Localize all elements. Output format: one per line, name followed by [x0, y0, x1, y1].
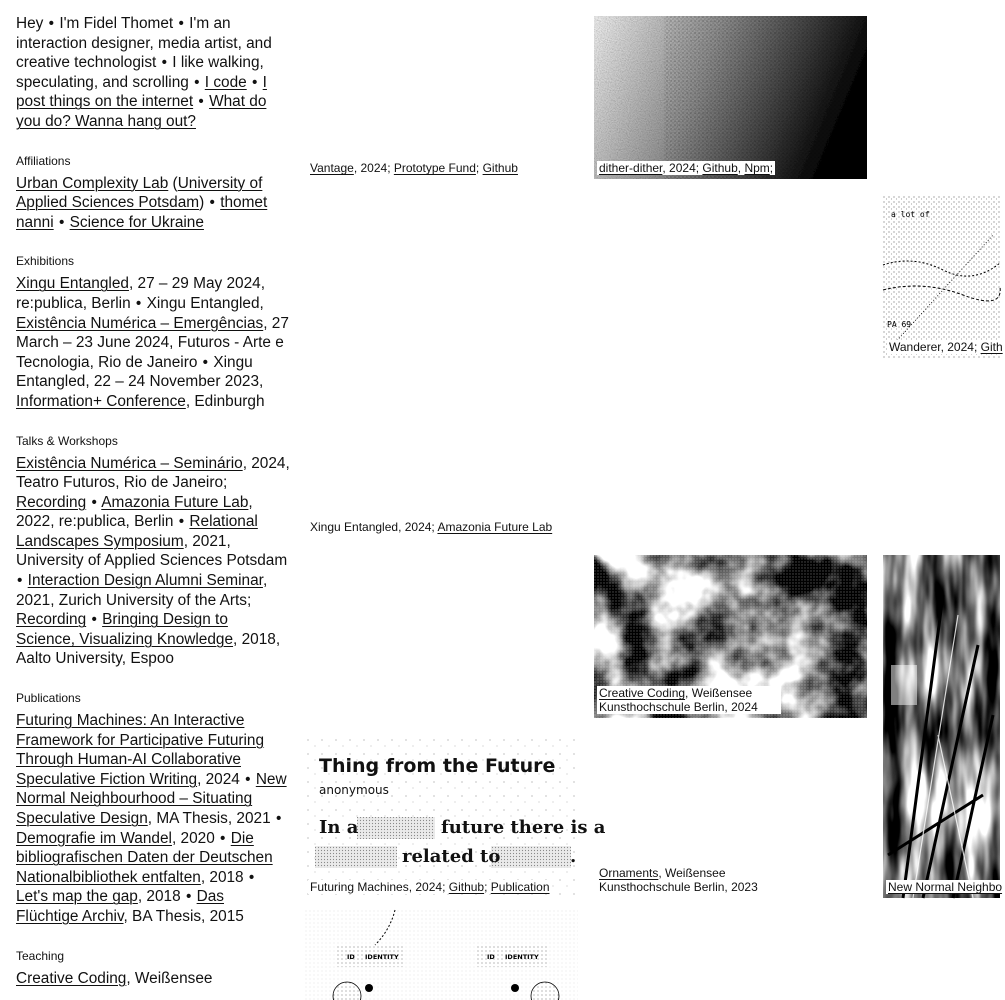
talk-link[interactable]: Bringing Design to Science, Visualizing Knowledge: [16, 611, 234, 648]
exhibition-details: , Edinburgh: [185, 392, 265, 410]
bullet-separator: •: [17, 572, 23, 590]
teaching-link[interactable]: Creative Coding: [16, 969, 127, 987]
publication-link[interactable]: Futuring Machines: An Interactive Framework for Participative Futuring Through Human-AI Collaborative Speculative Fiction Writing: [16, 712, 265, 788]
i-code-link[interactable]: I code: [204, 73, 247, 91]
exhibition-link[interactable]: Xingu Entangled: [16, 275, 129, 293]
paren-close: ): [199, 194, 205, 212]
dither-dither-caption: [597, 161, 775, 175]
caption-sep: ;: [475, 161, 483, 175]
talk-link[interactable]: Interaction Design Alumni Seminar: [27, 572, 263, 590]
amazonia-future-lab-link[interactable]: Amazonia Future Lab: [437, 520, 553, 534]
exhibition-link[interactable]: Existência Numérica – Emergências: [16, 314, 264, 332]
bullet-separator: •: [209, 194, 215, 212]
thing-title: Thing from the Future: [319, 755, 556, 777]
dither-github-link[interactable]: Github: [702, 161, 738, 175]
bullet-separator: •: [58, 213, 65, 231]
bullet-separator: •: [48, 15, 55, 32]
exhibition-prefix: Xingu Entangled,: [146, 294, 264, 312]
creative-coding-link[interactable]: Creative Coding: [599, 686, 686, 700]
exhibition-details: , 27 March – 23 June 2024, Futuros - Arte e Tecnologia, Rio de Janeiro: [16, 314, 289, 371]
new-normal-caption: [886, 880, 1004, 894]
caption-text: Wanderer, 2024;: [889, 340, 981, 354]
urban-complexity-lab-link[interactable]: Urban Complexity Lab: [16, 174, 169, 192]
publication-details: , BA Thesis, 2015: [123, 907, 244, 925]
publication-link[interactable]: Die bibliografischen Daten der Deutschen Nationalbibliothek entfalten: [16, 829, 273, 886]
caption-sep: ;: [484, 880, 491, 894]
affiliations-text: [16, 174, 290, 233]
recording-link[interactable]: Recording: [16, 493, 87, 511]
publications-section: [16, 691, 290, 927]
intro-role: I'm an interaction designer, media artist, and creative technologist: [16, 15, 272, 72]
caption-text: Futuring Machines, 2024;: [310, 880, 449, 894]
ornaments-caption: [599, 866, 758, 894]
bullet-separator: •: [194, 73, 200, 91]
talks-text: [16, 454, 290, 670]
diagram-marker: ID: [487, 953, 495, 961]
recording-link[interactable]: Recording: [16, 611, 87, 629]
exhibition-prefix: Xingu Entangled, 22 – 24 November 2023,: [16, 353, 264, 391]
teaching-text: [16, 969, 290, 989]
thing-from-the-future-image[interactable]: [305, 735, 606, 898]
talk-details: , 2024, Teatro Futuros, Rio de Janeiro;: [16, 454, 290, 492]
bullet-separator: •: [178, 513, 185, 531]
university-link[interactable]: University of Applied Sciences Potsdam: [16, 174, 263, 212]
thing-line-middle: related to: [402, 846, 501, 867]
talk-link[interactable]: Amazonia Future Lab: [101, 493, 249, 511]
vantage-github-link[interactable]: Github: [482, 161, 518, 175]
bullet-separator: •: [91, 611, 97, 629]
wanderer-caption: [887, 340, 1005, 354]
caption-tail: ;: [769, 161, 774, 175]
intro-likes: I like walking, speculating, and scrolling: [16, 54, 264, 91]
sidebar: [16, 14, 290, 988]
bullet-separator: •: [252, 73, 258, 91]
wanderer-label: a lot of: [891, 210, 930, 219]
new-normal-neighbourhood-link[interactable]: New Normal Neighbo: [888, 880, 1003, 894]
thing-line-end: future there is a: [441, 817, 606, 838]
affiliations-section: [16, 154, 290, 233]
bullet-separator: •: [245, 770, 251, 788]
creative-coding-caption: [597, 686, 781, 714]
publication-details: , 2020: [171, 829, 215, 847]
post-things-link[interactable]: I post things on the internet: [16, 73, 267, 111]
vantage-link[interactable]: Vantage: [310, 161, 354, 175]
talk-details: , 2021, Zurich University of the Arts;: [16, 572, 268, 609]
identity-diagram-image[interactable]: [305, 910, 578, 1000]
talk-link[interactable]: Existência Numérica – Seminário: [16, 454, 243, 472]
affiliations-heading: Affiliations: [16, 153, 71, 168]
bullet-separator: •: [178, 15, 184, 32]
exhibitions-heading: Exhibitions: [16, 254, 75, 269]
new-normal-neighbourhood-image[interactable]: [883, 555, 1003, 898]
publication-details: , 2024: [197, 770, 240, 788]
exhibitions-section: [16, 254, 290, 411]
futuring-publication-link[interactable]: Publication: [490, 880, 550, 894]
teaching-details: , Weißensee: [126, 969, 213, 987]
paren-open: (: [168, 174, 178, 192]
science-for-ukraine-link[interactable]: Science for Ukraine: [69, 213, 204, 231]
dither-dither-link[interactable]: dither-dither: [599, 161, 663, 175]
bullet-separator: •: [202, 353, 209, 371]
dither-gradient-image[interactable]: [594, 16, 867, 179]
futuring-github-link[interactable]: Github: [448, 880, 485, 894]
publications-text: [16, 711, 290, 927]
wanderer-github-link[interactable]: Gith: [980, 340, 1003, 354]
talk-details: , 2021, University of Applied Sciences Potsdam: [16, 532, 288, 570]
intro-text: [16, 14, 290, 132]
publication-link[interactable]: Das Flüchtige Archiv: [16, 888, 224, 925]
caption-text: Kunsthochschule Berlin, 2023: [599, 880, 758, 894]
caption-text: , 2024;: [662, 161, 703, 175]
exhibition-details: , 27 – 29 May 2024, re:publica, Berlin: [16, 275, 266, 312]
teaching-heading: Teaching: [16, 948, 65, 963]
caption-text: Xingu Entangled, 2024;: [310, 520, 438, 534]
xingu-caption: [310, 520, 552, 534]
bullet-separator: •: [91, 493, 97, 511]
prototype-fund-link[interactable]: Prototype Fund: [393, 161, 476, 175]
thomet-nanni-link[interactable]: thomet nanni: [16, 194, 268, 231]
thing-line-period: .: [570, 846, 577, 867]
intro-name: I'm Fidel Thomet: [59, 15, 174, 32]
vantage-caption: [310, 161, 518, 175]
caption-text: , Weißensee: [685, 686, 753, 700]
wanderer-map-image[interactable]: [883, 195, 1000, 358]
teaching-section: [16, 949, 290, 989]
publication-link[interactable]: Demografie im Wandel: [16, 829, 172, 847]
hang-out-link[interactable]: What do you do? Wanna hang out?: [16, 93, 267, 130]
caption-text: Kunsthochschule Berlin, 2024: [599, 700, 758, 714]
caption-text: , Weißensee: [658, 866, 726, 880]
diagram-label: IDENTITY: [505, 953, 539, 961]
ornaments-link[interactable]: Ornaments: [599, 866, 659, 880]
bullet-separator: •: [275, 810, 282, 827]
talk-details: , 2022, re:publica, Berlin: [16, 493, 253, 531]
talk-link[interactable]: Relational Landscapes Symposium: [16, 513, 258, 550]
talk-details: , 2018, Aalto University, Espoo: [16, 630, 281, 668]
publication-details: , 2018: [200, 868, 244, 886]
talks-section: [16, 434, 290, 670]
diagram-label: IDENTITY: [365, 953, 399, 961]
talks-heading: Talks & Workshops: [16, 433, 118, 448]
dither-npm-link[interactable]: Npm: [744, 161, 770, 175]
publication-details: , MA Thesis, 2021: [147, 810, 271, 827]
futuring-machines-caption: [308, 880, 552, 894]
caption-sep: ,: [737, 161, 745, 175]
exhibition-link[interactable]: Information+ Conference: [16, 392, 186, 410]
bullet-separator: •: [135, 294, 142, 312]
publication-details: , 2018: [137, 888, 181, 906]
bullet-separator: •: [161, 54, 167, 72]
bullet-separator: •: [220, 829, 226, 847]
wanderer-label: PA 69: [887, 320, 912, 329]
intro-greeting: Hey: [16, 15, 44, 32]
bullet-separator: •: [185, 888, 192, 906]
caption-text: , 2024;: [353, 161, 394, 175]
bullet-separator: •: [248, 868, 255, 886]
diagram-marker: ID: [347, 953, 355, 961]
exhibitions-text: [16, 274, 290, 411]
thing-subtitle: anonymous: [319, 783, 389, 797]
bullet-separator: •: [198, 93, 204, 111]
thing-line-start: In a: [319, 817, 359, 838]
publications-heading: Publications: [16, 691, 81, 706]
publication-link[interactable]: New Normal Neighbourhood – Situating Speculative Design: [16, 770, 287, 827]
publication-link[interactable]: Let's map the gap: [16, 888, 138, 906]
